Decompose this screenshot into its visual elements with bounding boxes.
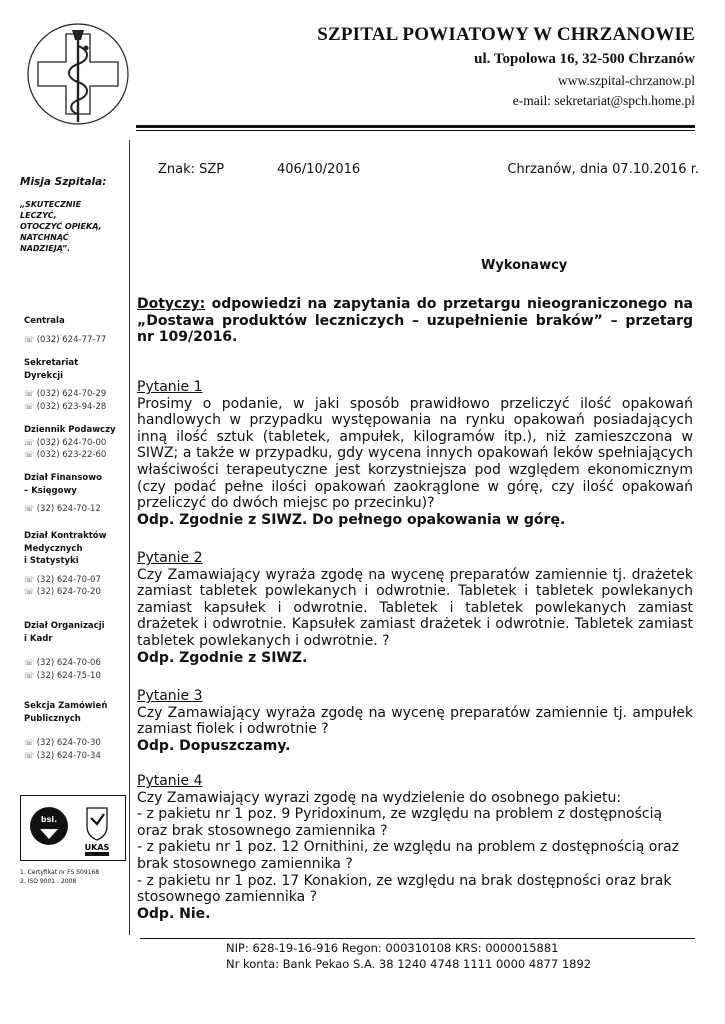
mission-line: NATCHNĄĆ: [20, 233, 69, 242]
dept-name: Dział Organizacji: [24, 621, 105, 631]
phone-icon: ☏: [24, 401, 35, 411]
dept-name: i Kadr: [24, 633, 53, 644]
hospital-logo: [26, 18, 130, 130]
certification-logos: [20, 795, 126, 861]
dept-sekretariat: [24, 357, 124, 413]
dept-name: Medycznych: [24, 543, 83, 554]
ukas-label: UKAS: [84, 843, 110, 852]
dept-dziennik: [24, 424, 124, 462]
question-label: Pytanie 2: [137, 550, 203, 566]
question-line: - z pakietu nr 1 poz. 12 Ornithini, ze względu na problem z dostępnością oraz brak stosownego zamiennika ?: [137, 839, 680, 872]
mission-line: OTOCZYĆ OPIEKĄ,: [20, 222, 102, 231]
question-text: Czy Zamawiający wyraża zgodę na wycenę preparatów zamiennie tj. drażetek zamiast tabletek powlekanych i odwrotnie. Tabletek i tabletek powlekanych zamiast kapsułek i odwrotnie. Tabletek i tabletek powlekanych zamiast drażetek i odwrotnie. Kapsułek zamiast drażetek i odwrotnie. Tabletek zamiast tabletek powlekanych i odwrotnie. ?: [137, 566, 693, 649]
mission-title: Misja Szpitala:: [20, 176, 107, 188]
dept-phone: ☏ (32) 624-70-20: [24, 587, 101, 597]
place-date: Chrzanów, dnia 07.10.2016 r.: [507, 162, 699, 177]
certification-marks: [21, 796, 125, 860]
sidebar-divider: [129, 140, 130, 935]
header-rule-thin: [136, 130, 695, 131]
hospital-email[interactable]: e-mail: sekretariat@spch.home.pl: [512, 93, 695, 108]
dept-phone: ☏ (32) 624-75-10: [24, 670, 101, 681]
phone-icon: ☏: [24, 587, 35, 596]
phone-icon: ☏: [24, 334, 35, 344]
dept-phone: ☏ (32) 624-70-12: [24, 504, 101, 514]
dept-name: Dział Finansowo: [24, 473, 102, 483]
dept-organizacji: [24, 620, 124, 682]
question-4: [137, 773, 693, 922]
bsi-logo-icon: [30, 807, 68, 845]
phone-icon: ☏: [24, 750, 35, 760]
dept-finansowy: [24, 472, 124, 516]
answer: Odp. Zgodnie z SIWZ.: [137, 649, 308, 666]
dept-name: – Księgowy: [24, 485, 77, 496]
answer: Odp. Dopuszczamy.: [137, 737, 291, 754]
mission-line: LECZYĆ,: [20, 211, 57, 220]
answer: Odp. Zgodnie z SIWZ. Do pełnego opakowania w górę.: [137, 511, 566, 528]
hospital-website[interactable]: www.szpital-chrzanow.pl: [558, 73, 695, 88]
mission-text: [20, 199, 126, 254]
dept-name: Sekcja Zamówień: [24, 701, 108, 711]
dept-name: Sekretariat: [24, 358, 79, 368]
subject-label: Dotyczy:: [137, 296, 206, 312]
dept-name: Dyrekcji: [24, 370, 64, 381]
dept-kontrakty: [24, 530, 124, 599]
dept-phone: ☏ (032) 624-77-77: [24, 334, 107, 345]
certification-notes: [20, 868, 99, 886]
mission-line: NADZIEJĄ”.: [20, 244, 71, 253]
question-label: Pytanie 4: [137, 773, 203, 789]
dept-phone: ☏ (032) 623-94-28: [24, 401, 107, 412]
phone-icon: ☏: [24, 389, 35, 398]
znak-label: Znak: SZP: [158, 162, 225, 177]
question-2: [137, 550, 693, 666]
question-line: - z pakietu nr 1 poz. 9 Pyridoxinum, ze względu na problem z dostępnością oraz brak stosownego zamiennika ?: [137, 806, 663, 839]
cert-note: 1. Certyfikat nr FS 509168: [20, 869, 100, 876]
bsi-label: bsi.: [40, 815, 58, 824]
hospital-name: SZPITAL POWIATOWY W CHRZANOWIE: [317, 24, 695, 45]
question-3: [137, 688, 693, 754]
dept-phone: ☏ (032) 623-22-60: [24, 450, 107, 460]
dept-phone: ☏ (32) 624-70-07: [24, 574, 101, 585]
header-rule-thick: [136, 125, 695, 128]
znak-number: 406/10/2016: [277, 162, 361, 177]
dept-zamowienia: [24, 700, 124, 762]
dept-centrala: [24, 315, 124, 346]
question-text: Prosimy o podanie, w jaki sposób prawidłowo przeliczyć ilość opakowań handlowych w przypadku występowania na rynku opakowań posiadających inną ilość sztuk (tabletek, ampułek, kilogramów itp.), niż zamieszczona w SIWZ; a także w przypadku, gdy wycena innych opakowań leków spełniających właściwości terapeutyczne jest korzystniejsza pod względem ekonomicznym (czy podać pełne ilości opakowań zaokrąglone w górę, czy ilość opakowań przeliczyć do dwóch miejsc po przecinku)?: [137, 395, 693, 512]
recipient: Wykonawcy: [481, 258, 568, 273]
phone-icon: ☏: [24, 450, 35, 459]
dept-phone: ☏ (32) 624-70-34: [24, 750, 101, 761]
phone-icon: ☏: [24, 658, 35, 667]
question-text: Czy Zamawiający wyraża zgodę na wycenę preparatów zamiennie tj. ampułek zamiast fiolek i odwrotnie ?: [137, 704, 693, 738]
subject: [137, 296, 693, 346]
question-line: - z pakietu nr 1 poz. 17 Konakion, ze względu na brak dostępności oraz brak stosownego zamiennika ?: [137, 872, 672, 906]
dept-phone: ☏ (032) 624-70-00: [24, 437, 107, 448]
dept-phone: ☏ (032) 624-70-29: [24, 389, 107, 399]
question-line: Czy Zamawiający wyrazi zgodę na wydzielenie do osobnego pakietu:: [137, 789, 622, 806]
question-label: Pytanie 1: [137, 379, 203, 395]
dept-name: i Statystyki: [24, 556, 79, 566]
dept-phone: ☏ (32) 624-70-06: [24, 658, 101, 668]
footer-rule: [140, 938, 695, 939]
cert-note: 2. ISO 9001 : 2008: [20, 878, 77, 885]
footer-registration: NIP: 628-19-16-916 Regon: 000310108 KRS: 0000015881: [226, 941, 559, 955]
hospital-address: ul. Topolowa 16, 32-500 Chrzanów: [474, 51, 695, 67]
answer: Odp. Nie.: [137, 905, 211, 922]
phone-icon: ☏: [24, 504, 35, 513]
mission-line: „SKUTECZNIE: [20, 200, 82, 209]
dept-name: Centrala: [24, 316, 65, 326]
dept-phone: ☏ (32) 624-70-30: [24, 738, 101, 748]
phone-icon: ☏: [24, 437, 35, 447]
dept-name: Publicznych: [24, 713, 81, 724]
subject-text: odpowiedzi na zapytania do przetargu nieograniczonego na „Dostawa produktów leczniczych – uzupełnienie braków” – przetarg nr 109/2016.: [137, 296, 693, 346]
dept-name: Dziennik Podawczy: [24, 425, 116, 435]
phone-icon: ☏: [24, 574, 35, 584]
footer-bank-account: Nr konta: Bank Pekao S.A. 38 1240 4748 1111 0000 4877 1892: [226, 957, 592, 971]
question-1: [137, 379, 693, 528]
phone-icon: ☏: [24, 738, 35, 747]
phone-icon: ☏: [24, 670, 35, 680]
question-label: Pytanie 3: [137, 688, 203, 704]
dept-name: Dział Kontraktów: [24, 531, 107, 541]
